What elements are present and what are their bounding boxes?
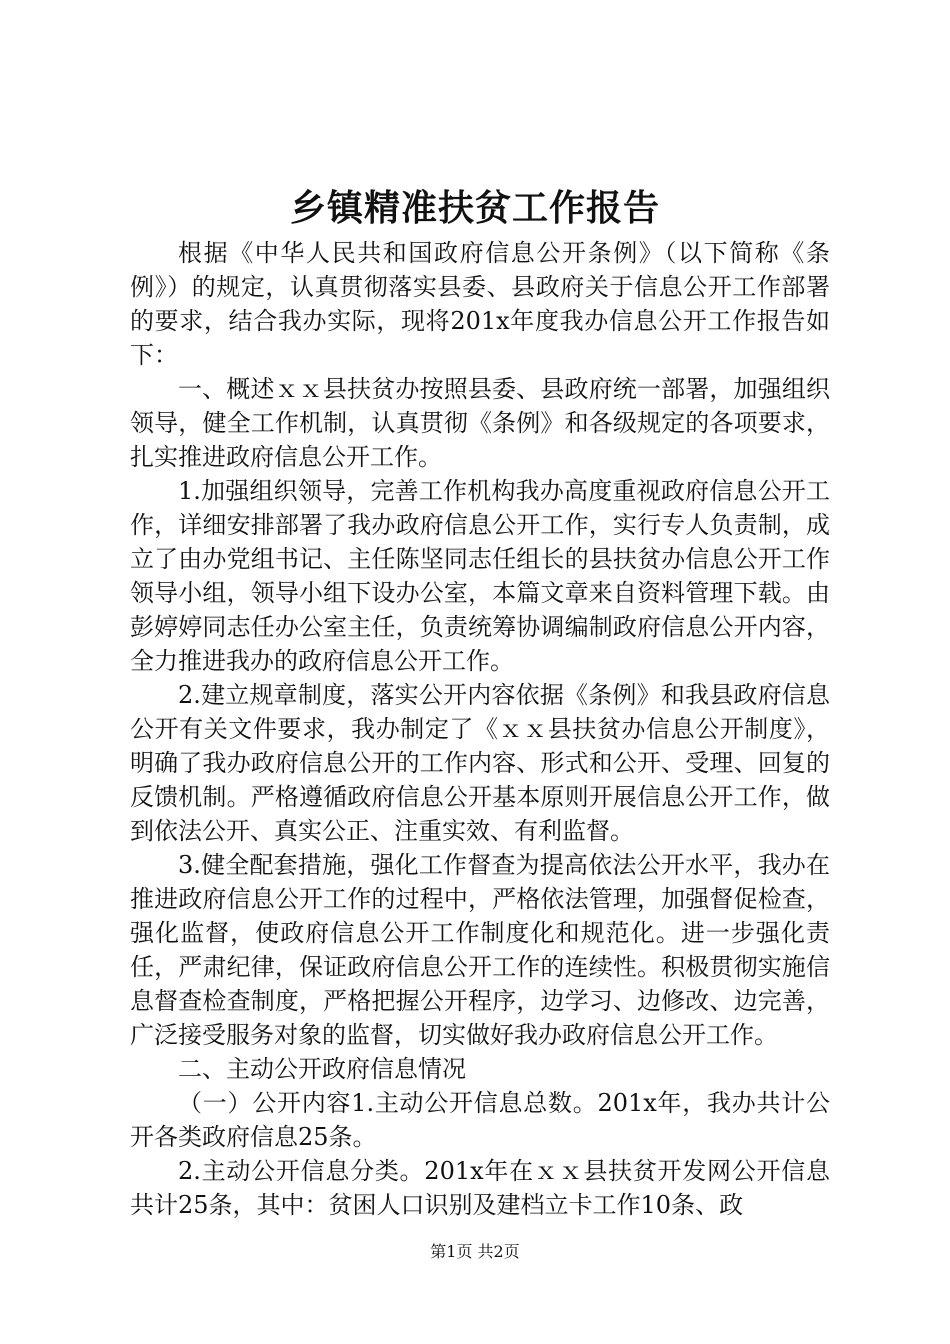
paragraph-item-2: 2.建立规章制度，落实公开内容依据《条例》和我县政府信息公开有关文件要求，我办制定了《ｘｘ县扶贫办信息公开制度》，明确了我办政府信息公开的工作内容、形式和公开、受理、回复的反馈机制。严格遵循政府信息公开基本原则开展信息公开工作，做到依法公开、真实公正、注重实效、有利监督。 [130, 681, 830, 845]
document-body [130, 236, 830, 1222]
paragraph-item-3: 3.健全配套措施，强化工作督查为提高依法公开水平，我办在推进政府信息公开工作的过程中，严格依法管理，加强督促检查，强化监督，使政府信息公开工作制度化和规范化。进一步强化责任，严肃纪律，保证政府信息公开工作的连续性。积极贯彻实施信息督查检查制度，严格把握公开程序，边学习、边修改、边完善，广泛接受服务对象的监督，切实做好我办政府信息公开工作。 [130, 851, 830, 1049]
document-title: 乡镇精准扶贫工作报告 [289, 187, 660, 229]
paragraph-subsection-2: 2.主动公开信息分类。201x年在ｘｘ县扶贫开发网公开信息共计25条，其中：贫困人口识别及建档立卡工作10条、政 [130, 1157, 830, 1219]
paragraph-subsection-1: （一）公开内容1.主动公开信息总数。201x年，我办共计公开各类政府信息25条。 [130, 1089, 830, 1151]
paragraph-intro: 根据《中华人民共和国政府信息公开条例》（以下简称《条例》）的规定，认真贯彻落实县委、县政府关于信息公开工作部署的要求，结合我办实际，现将201x年度我办信息公开工作报告如下： [130, 239, 830, 369]
page-number: 第1页 共2页 [430, 1242, 520, 1261]
paragraph-item-1: 1.加强组织领导，完善工作机构我办高度重视政府信息公开工作，详细安排部署了我办政府信息公开工作，实行专人负责制，成立了由办党组书记、主任陈坚同志任组长的县扶贫办信息公开工作领导小组，领导小组下设办公室，本篇文章来自资料管理下载。由彭婷婷同志任办公室主任，负责统筹协调编制政府信息公开内容，全力推进我办的政府信息公开工作。 [130, 477, 830, 675]
paragraph-section-1: 一、概述ｘｘ县扶贫办按照县委、县政府统一部署，加强组织领导，健全工作机制，认真贯彻《条例》和各级规定的各项要求，扎实推进政府信息公开工作。 [130, 375, 830, 471]
paragraph-section-2: 二、主动公开政府信息情况 [178, 1055, 466, 1083]
